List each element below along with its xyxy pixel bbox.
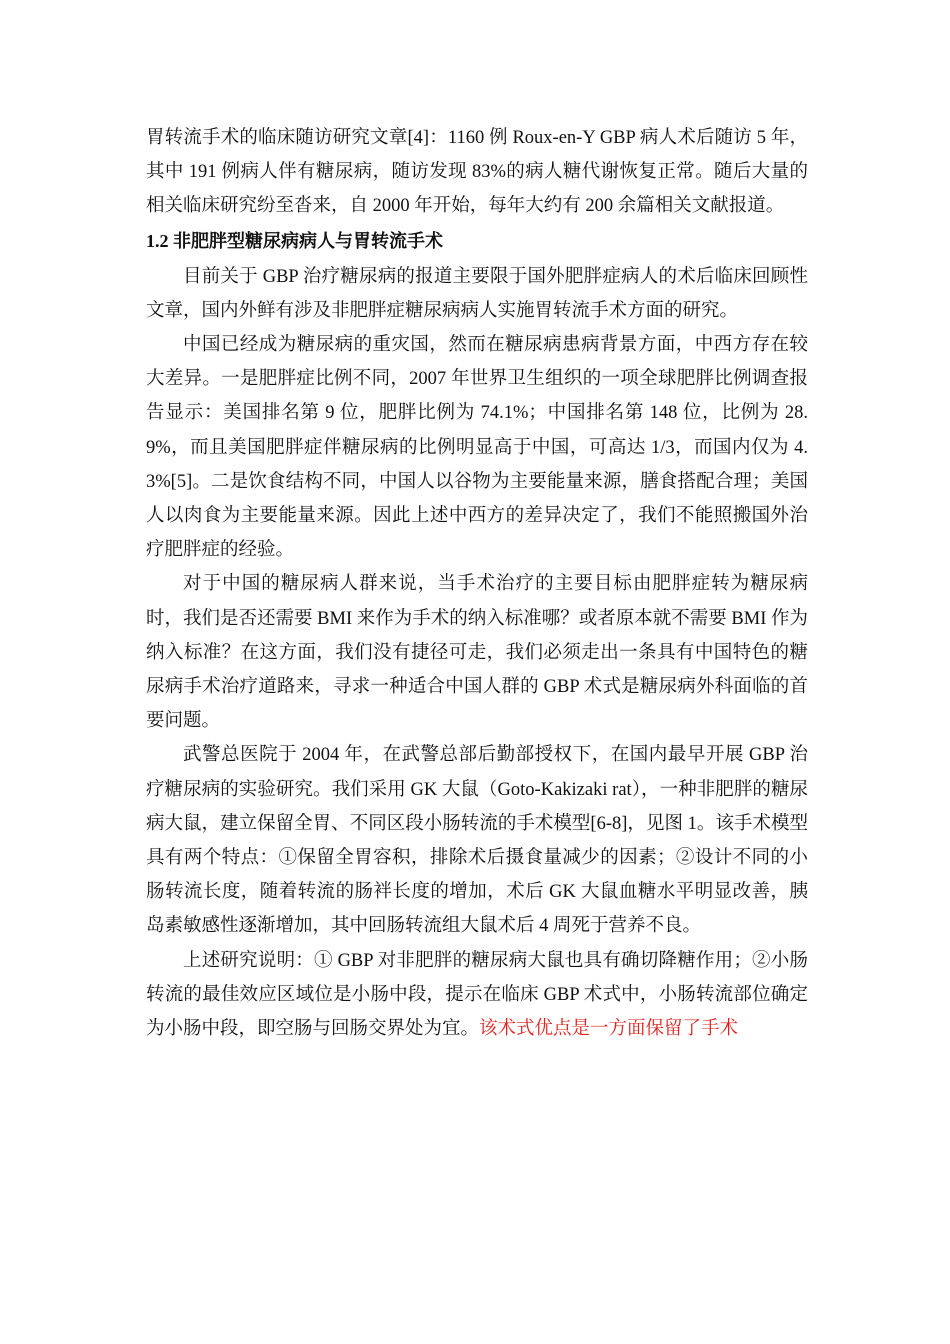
highlighted-text: 该术式优点是一方面保留了手术: [479, 1019, 739, 1040]
paragraph-china-west-differences: 中国已经成为糖尿病的重灾国，然而在糖尿病患病背景方面，中西方存在较大差异。一是肥胖症比例不同，2007 年世界卫生组织的一项全球肥胖比例调查报告显示：美国排名第 9 位，肥胖比例为 74.1%；中国排名第 148 位，比例为 28.9%，而且美国肥胖症伴糖尿病的比例明显高于中国，可高达 1/3，而国内仅为 4.3%[5]。二是饮食结构不同，中国人以谷物为主要能量来源，膳食搭配合理；美国人以肉食为主要能量来源。因此上述中西方的差异决定了，我们不能照搬国外治疗肥胖症的经验。: [146, 335, 808, 561]
section-heading: 1.2 非肥胖型糖尿病病人与胃转流手术: [146, 230, 443, 251]
paragraph-gk-rat-study: 武警总医院于 2004 年，在武警总部后勤部授权下，在国内最早开展 GBP 治疗糖尿病的实验研究。我们采用 GK 大鼠（Goto-Kakizaki rat），一种非肥胖的糖尿病大鼠，建立保留全胃、不同区段小肠转流的手术模型[6-8]，见图 1。该手术模型具有两个特点：①保留全胃容积，排除术后摄食量减少的因素；②设计不同的小肠转流长度，随着转流的肠袢长度的增加，术后 GK 大鼠血糖水平明显改善，胰岛素敏感性逐渐增加，其中回肠转流组大鼠术后 4 周死于营养不良。: [146, 745, 808, 937]
paragraph-study-conclusion: [146, 944, 808, 1047]
document-body: [146, 121, 808, 1046]
paragraph-gbp-followup: 胃转流手术的临床随访研究文章[4]：1160 例 Roux-en-Y GBP 病人术后随访 5 年，其中 191 例病人伴有糖尿病，随访发现 83%的病人糖代谢恢复正常。随后大量的相关临床研究纷至沓来，自 2000 年开始，每年大约有 200 余篇相关文献报道。: [146, 128, 808, 217]
conclusion-text: 上述研究说明：① GBP 对非肥胖的糖尿病大鼠也具有确切降糖作用；②小肠转流的最佳效应区域位是小肠中段，提示在临床 GBP 术式中，小肠转流部位确定为小肠中段，即空肠与回肠交界处为宜。: [146, 950, 808, 1040]
paragraph-bmi-criteria: 对于中国的糖尿病人群来说，当手术治疗的主要目标由肥胖症转为糖尿病时，我们是否还需要 BMI 来作为手术的纳入标准哪？或者原本就不需要 BMI 作为纳入标准？在这方面，我们没有捷径可走，我们必须走出一条具有中国特色的糖尿病手术治疗道路来，寻求一种适合中国人群的 GBP 术式是糖尿病外科面临的首要问题。: [146, 574, 808, 732]
paragraph-gbp-reports: 目前关于 GBP 治疗糖尿病的报道主要限于国外肥胖症病人的术后临床回顾性文章，国内外鲜有涉及非肥胖症糖尿病病人实施胃转流手术方面的研究。: [146, 266, 808, 321]
